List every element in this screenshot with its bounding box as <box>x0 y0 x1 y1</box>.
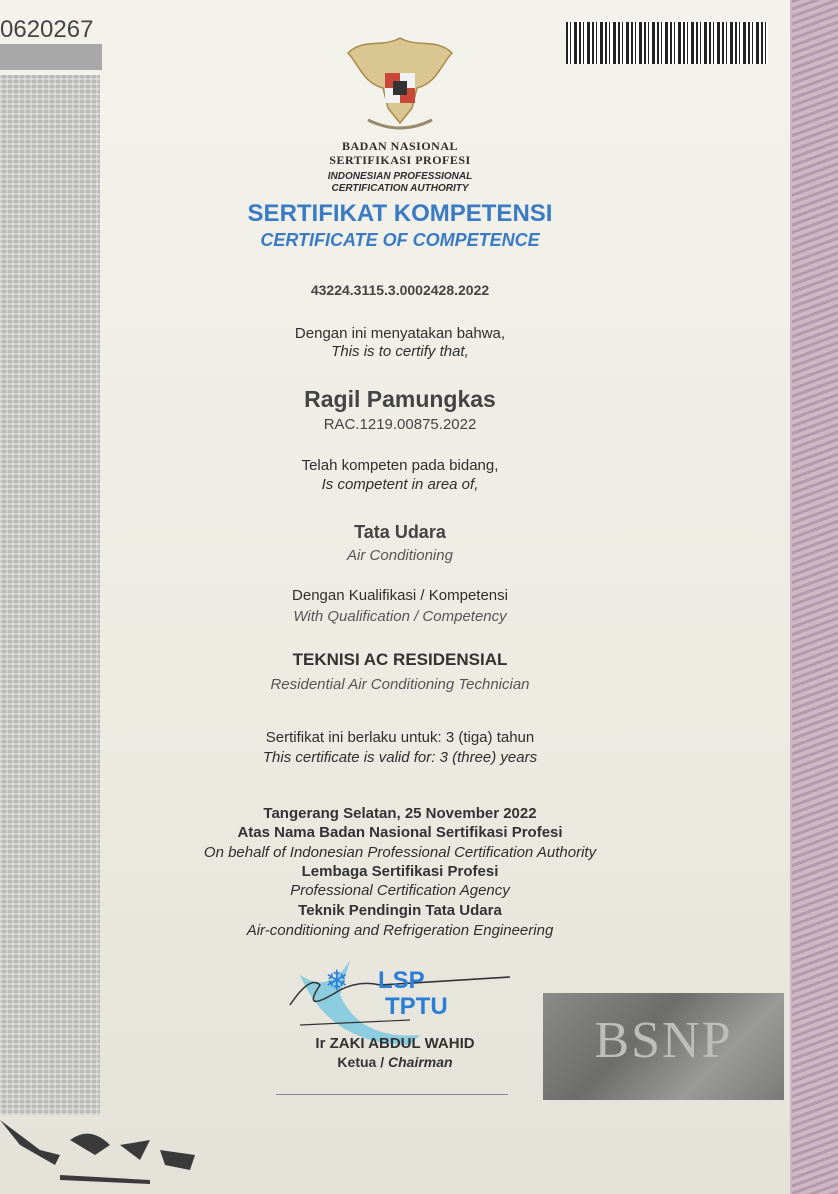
agency-name-id: Teknik Pendingin Tata Udara <box>298 902 502 919</box>
serial-number: 0620267 <box>0 16 94 43</box>
signatory-role-en: Chairman <box>388 1054 453 1070</box>
qualification-id: TEKNISI AC RESIDENSIAL <box>292 650 508 669</box>
signatory-role-id: Ketua / <box>337 1054 385 1070</box>
registration-number: RAC.1219.00875.2022 <box>323 416 477 433</box>
stamp-tptu: TPTU <box>385 993 448 1020</box>
title-en: CERTIFICATE OF COMPETENCE <box>260 230 540 250</box>
issuer-name-id-2: SERTIFIKASI PROFESI <box>329 153 471 167</box>
area-en: Air Conditioning <box>347 547 453 564</box>
barcode <box>566 22 768 64</box>
issuer-name-id-1: BADAN NASIONAL <box>341 139 458 153</box>
on-behalf-en: On behalf of Indonesian Professional Certification Authority <box>203 844 597 861</box>
issuer-name-en-2: CERTIFICATION AUTHORITY <box>331 183 469 194</box>
garuda-emblem-icon <box>343 28 457 136</box>
signature-line <box>276 1094 508 1095</box>
svg-text:❄: ❄ <box>325 964 349 997</box>
signatory-role <box>245 1054 545 1070</box>
qualification-en: Residential Air Conditioning Technician <box>270 676 530 693</box>
agency-en: Professional Certification Agency <box>290 882 510 899</box>
hologram-seal <box>543 993 784 1100</box>
stamp-lsp: LSP <box>378 967 425 994</box>
certificate-number: 43224.3115.3.0002428.2022 <box>310 282 490 298</box>
certify-en: This is to certify that, <box>331 343 469 360</box>
hologram-text: BSNP <box>594 1012 733 1069</box>
signatory-name: Ir ZAKI ABDUL WAHID <box>315 1035 475 1052</box>
security-pattern-strip <box>0 75 100 1115</box>
place-date: Tangerang Selatan, 25 November 2022 <box>263 805 537 822</box>
decorative-border <box>790 0 838 1194</box>
title-id: SERTIFIKAT KOMPETENSI <box>247 200 553 227</box>
indonesia-map-icon <box>0 1110 200 1190</box>
on-behalf-id: Atas Nama Badan Nasional Sertifikasi Profesi <box>237 824 563 841</box>
competent-id: Telah kompeten pada bidang, <box>301 457 499 474</box>
competent-en: Is competent in area of, <box>321 476 479 493</box>
validity-id: Sertifikat ini berlaku untuk: 3 (tiga) tahun <box>265 729 535 746</box>
certify-id: Dengan ini menyatakan bahwa, <box>294 325 506 342</box>
agency-id: Lembaga Sertifikasi Profesi <box>301 863 499 880</box>
area-id: Tata Udara <box>354 522 446 542</box>
qualification-label-id: Dengan Kualifikasi / Kompetensi <box>292 587 508 604</box>
validity-en: This certificate is valid for: 3 (three) years <box>262 749 538 766</box>
qualification-label-en: With Qualification / Competency <box>293 608 507 625</box>
holder-name: Ragil Pamungkas <box>304 386 496 412</box>
security-strip-header <box>0 44 102 70</box>
agency-name-en: Air-conditioning and Refrigeration Engineering <box>246 922 554 939</box>
issuer-name-en-1: INDONESIAN PROFESSIONAL <box>327 171 473 182</box>
